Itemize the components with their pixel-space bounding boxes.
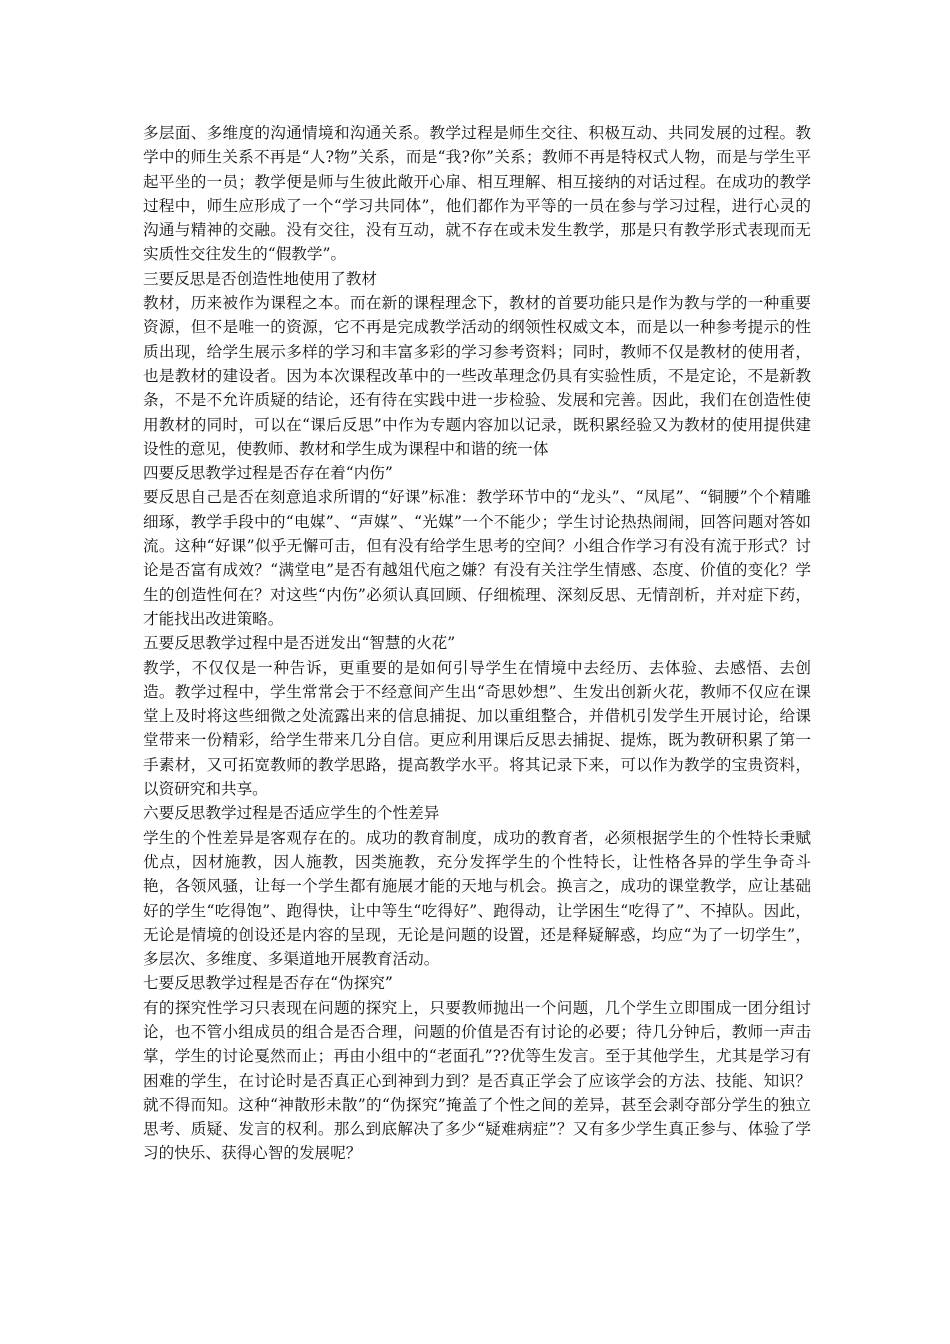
section-heading-6: 六要反思教学过程是否适应学生的个性差异 [143,804,440,823]
section-heading-4: 四要反思教学过程是否存在着“内伤” [143,464,393,483]
section-heading-7: 七要反思教学过程是否存在“伪探究” [143,974,393,993]
document-body [143,121,811,1166]
paragraph-section-5: 教学，不仅仅是一种告诉，更重要的是如何引导学生在情境中去经历、去体验、去感悟、去创造。教学过程中，学生常常会于不经意间产生出“奇思妙想”、生发出创新火花，教师不仅应在课堂上及时将这些细微之处流露出来的信息捕捉、加以重组整合，并借机引发学生开展讨论，给课堂带来一份精彩，给学生带来几分自信。更应利用课后反思去捕捉、提炼，既为教研积累了第一手素材，又可拓宽教师的教学思路，提高教学水平。将其记录下来，可以作为教学的宝贵资料，以资研究和共享。 [143,658,811,799]
paragraph-section-3: 教材，历来被作为课程之本。而在新的课程理念下，教材的首要功能只是作为教与学的一种重要资源，但不是唯一的资源，它不再是完成教学活动的纲领性权威文本，而是以一种参考提示的性质出现，给学生展示多样的学习和丰富多彩的学习参考资料；同时，教师不仅是教材的使用者，也是教材的建设者。因为本次课程改革中的一些改革理念仍具有实验性质，不是定论，不是新教条，不是不允许质疑的结论，还有待在实践中进一步检验、发展和完善。因此，我们在创造性使用教材的同时，可以在“课后反思”中作为专题内容加以记录，既积累经验又为教材的使用提供建设性的意见，使教师、教材和学生成为课程中和谐的统一体 [143,294,811,458]
section-heading-3: 三要反思是否创造性地使用了教材 [143,269,377,288]
paragraph-intro: 多层面、多维度的沟通情境和沟通关系。教学过程是师生交往、积极互动、共同发展的过程。教学中的师生关系不再是“人?物”关系，而是“我?你”关系；教师不再是特权式人物，而是与学生平起平坐的一员；教学便是师与生彼此敞开心扉、相互理解、相互接纳的对话过程。在成功的教学过程中，师生应形成了一个“学习共同体”，他们都作为平等的一员在参与学习过程，进行心灵的沟通与精神的交融。没有交往，没有互动，就不存在或未发生教学，那是只有教学形式表现而无实质性交往发生的“假教学”。 [143,124,811,264]
section-heading-5: 五要反思教学过程中是否迸发出“智慧的火花” [143,634,456,653]
paragraph-section-4: 要反思自己是否在刻意追求所谓的“好课”标准：教学环节中的“龙头”、“凤尾”、“铜腰”个个精雕细琢，教学手段中的“电媒”、“声媒”、“光媒”一个不能少；学生讨论热热闹闹，回答问题对答如流。这种“好课”似乎无懈可击，但有没有给学生思考的空间？小组合作学习有没有流于形式？讨论是否富有成效？“满堂电”是否有越俎代庖之嫌？有没有关注学生情感、态度、价值的变化？学生的创造性何在？对这些“内伤”必须认真回顾、仔细梳理、深刻反思、无情剖析，并对症下药，才能找出改进策略。 [143,488,811,628]
paragraph-section-6: 学生的个性差异是客观存在的。成功的教育制度，成功的教育者，必须根据学生的个性特长秉赋优点，因材施教，因人施教，因类施教，充分发挥学生的个性特长，让性格各异的学生争奇斗艳，各领风骚，让每一个学生都有施展才能的天地与机会。换言之，成功的课堂教学，应让基础好的学生“吃得饱”、跑得快，让中等生“吃得好”、跑得动，让学困生“吃得了”、不掉队。因此，无论是情境的创设还是内容的呈现，无论是问题的设置，还是释疑解惑，均应“为了一切学生”，多层次、多维度、多渠道地开展教育活动。 [143,828,811,969]
paragraph-section-7: 有的探究性学习只表现在问题的探究上，只要教师抛出一个问题，几个学生立即围成一团分组讨论，也不管小组成员的组合是否合理，问题的价值是否有讨论的必要；待几分钟后，教师一声击掌，学生的讨论戛然而止；再由小组中的“老面孔”??优等生发言。至于其他学生，尤其是学习有困难的学生，在讨论时是否真正心到神到力到？是否真正学会了应该学会的方法、技能、知识？就不得而知。这种“神散形未散”的“伪探究”掩盖了个性之间的差异，甚至会剥夺部分学生的独立思考、质疑、发言的权利。那么到底解决了多少“疑难病症”？又有多少学生真正参与、体验了学习的快乐、获得心智的发展呢？ [143,998,811,1163]
